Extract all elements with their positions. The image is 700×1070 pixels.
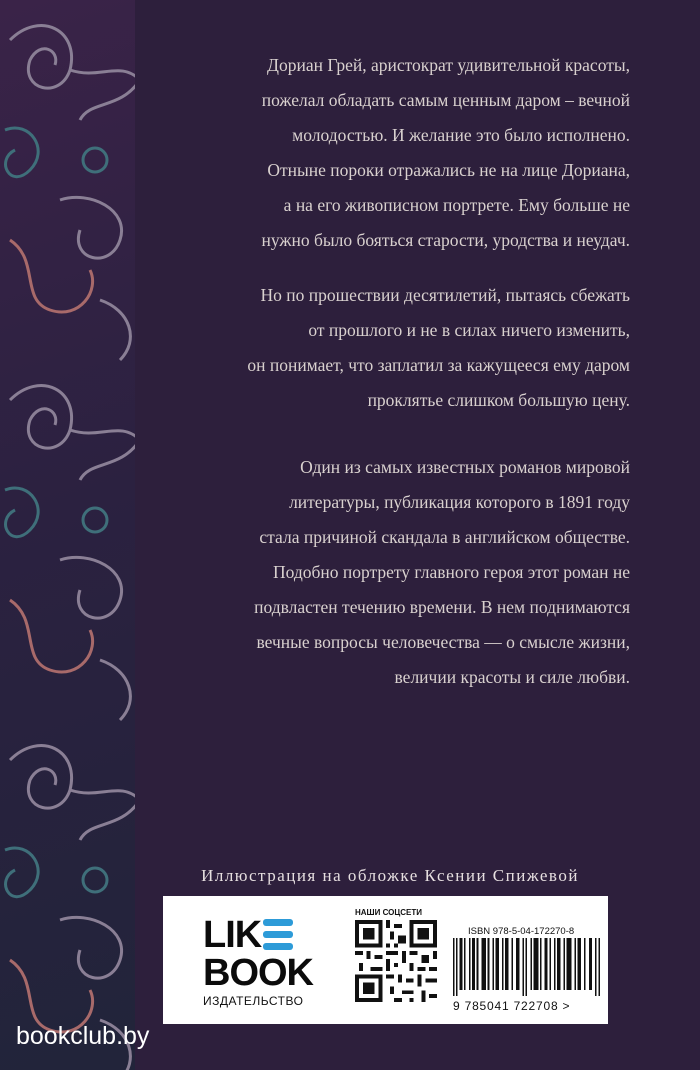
text-line: Но по прошествии десятилетий, пытаясь сбежать bbox=[260, 285, 630, 305]
illustration-credit: Иллюстрация на обложке Ксении Спижевой bbox=[201, 866, 579, 885]
watermark-text: bookclub.by bbox=[16, 1022, 150, 1050]
barcode-card bbox=[163, 896, 608, 1024]
text-line: Дориан Грей, аристократ удивительной красоты, bbox=[267, 55, 630, 75]
description-paragraph-3 bbox=[150, 450, 630, 695]
text-line: молодостью. И желание это было исполнено. bbox=[292, 125, 630, 145]
text-line: от прошлого и не в силах ничего изменить, bbox=[308, 320, 630, 340]
likebook-logo bbox=[203, 916, 333, 1016]
damask-ornament-border bbox=[0, 0, 150, 1070]
logo-text-top: LIK bbox=[203, 914, 262, 956]
logo-subtitle: ИЗДАТЕЛЬСТВО bbox=[203, 994, 304, 1008]
text-line: проклятье слишком большую цену. bbox=[367, 390, 630, 410]
qr-code-icon bbox=[355, 920, 437, 1002]
text-line: Подобно портрету главного героя этот роман не bbox=[272, 562, 630, 582]
text-line: нужно было бояться старости, уродства и неудач. bbox=[261, 230, 630, 250]
text-line: пожелал обладать самым ценным даром – вечной bbox=[261, 90, 630, 110]
isbn-text: ISBN 978-5-04-172270-8 bbox=[468, 926, 575, 937]
description-paragraph-2 bbox=[150, 278, 630, 418]
logo-text-bottom: BOOK bbox=[203, 952, 313, 994]
ean-barcode bbox=[453, 938, 603, 996]
description-paragraph-1 bbox=[150, 48, 630, 258]
qr-label: НАШИ СОЦСЕТИ bbox=[355, 908, 422, 917]
text-line: вечные вопросы человечества — о смысле жизни, bbox=[256, 632, 630, 652]
text-line: Один из самых известных романов мировой bbox=[300, 457, 630, 477]
text-line: величии красоты и силе любви. bbox=[394, 667, 630, 687]
text-line: стала причиной скандала в английском обществе. bbox=[259, 527, 630, 547]
text-line: а на его живописном портрете. Ему больше не bbox=[283, 195, 630, 215]
logo-e-bars-icon bbox=[263, 918, 293, 952]
text-line: литературы, публикация которого в 1891 году bbox=[289, 492, 630, 512]
text-line: подвластен течению времени. В нем поднимаются bbox=[254, 597, 630, 617]
text-line: он понимает, что заплатил за кажущееся ему даром bbox=[247, 355, 630, 375]
barcode-digits: 9 785041 722708 > bbox=[453, 999, 571, 1013]
text-line: Отныне пороки отражались не на лице Дориана, bbox=[267, 160, 630, 180]
